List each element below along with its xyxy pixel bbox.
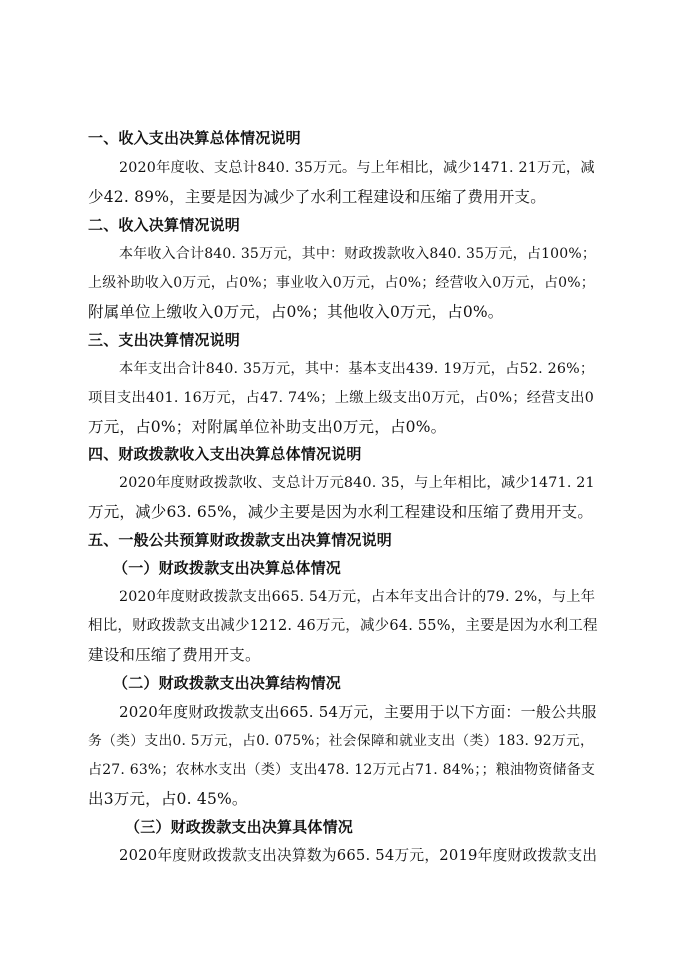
paragraph-line: 本年收入合计840. 35万元，其中：财政拨款收入840. 35万元，占100%；: [119, 246, 597, 262]
paragraph-line: 本年支出合计840. 35万元，其中：基本支出439. 19万元，占52. 26%；: [119, 361, 595, 377]
section-heading-3: 三、支出决算情况说明: [88, 331, 241, 349]
subsection-heading-1: （一）财政拨款支出决算总体情况: [113, 559, 342, 577]
section-heading-4: 四、财政拨款收入支出决算总体情况说明: [88, 445, 362, 463]
paragraph-line: 2020年度财政拨款收、支总计万元840. 35，与上年相比，减少1471. 21: [119, 475, 595, 491]
paragraph-line: 项目支出401. 16万元，占47. 74%；上缴上级支出0万元，占0%；经营支出0: [88, 390, 594, 406]
paragraph-line: 万元，占0%；对附属单位补助支出0万元，占0%。: [88, 418, 447, 436]
paragraph-line: 2020年度财政拨款支出665. 54万元，占本年支出合计的79. 2%，与上年: [119, 589, 596, 605]
paragraph-line: 相比，财政拨款支出减少1212. 46万元，减少64. 55%，主要是因为水利工程: [88, 618, 598, 634]
paragraph-line: 2020年度收、支总计840. 35万元。与上年相比，减少1471. 21万元，减: [119, 160, 595, 176]
subsection-heading-2: （二）财政拨款支出决算结构情况: [113, 674, 342, 692]
paragraph-line: 少42. 89%，主要是因为减少了水利工程建设和压缩了费用开支。: [88, 188, 546, 206]
section-heading-2: 二、收入决算情况说明: [88, 216, 241, 234]
paragraph-line: 建设和压缩了费用开支。: [88, 646, 261, 664]
paragraph-line: 2020年度财政拨款支出决算数为665. 54万元，2019年度财政拨款支出: [119, 847, 598, 864]
section-heading-5: 五、一般公共预算财政拨款支出决算情况说明: [88, 531, 393, 549]
section-heading-1: 一、收入支出决算总体情况说明: [88, 129, 301, 147]
paragraph-line: 万元，减少63. 65%，减少主要是因为水利工程建设和压缩了费用开支。: [88, 503, 594, 521]
paragraph-line: 出3万元，占0. 45%。: [88, 790, 248, 808]
paragraph-line: 务（类）支出0. 5万元，占0. 075%；社会保障和就业支出（类）183. 92万元，: [88, 733, 594, 749]
paragraph-line: 2020年度财政拨款支出665. 54万元，主要用于以下方面：一般公共服: [119, 703, 597, 721]
paragraph-line: 附属单位上缴收入0万元，占0%；其他收入0万元，占0%。: [88, 303, 504, 321]
paragraph-line: 上级补助收入0万元，占0%；事业收入0万元，占0%；经营收入0万元，占0%；: [88, 275, 595, 291]
paragraph-line: 占27. 63%；农林水支出（类）支出478. 12万元占71. 84%；；粮油物资储备支: [88, 762, 596, 778]
subsection-heading-3: （三）财政拨款支出决算具体情况: [125, 818, 354, 836]
